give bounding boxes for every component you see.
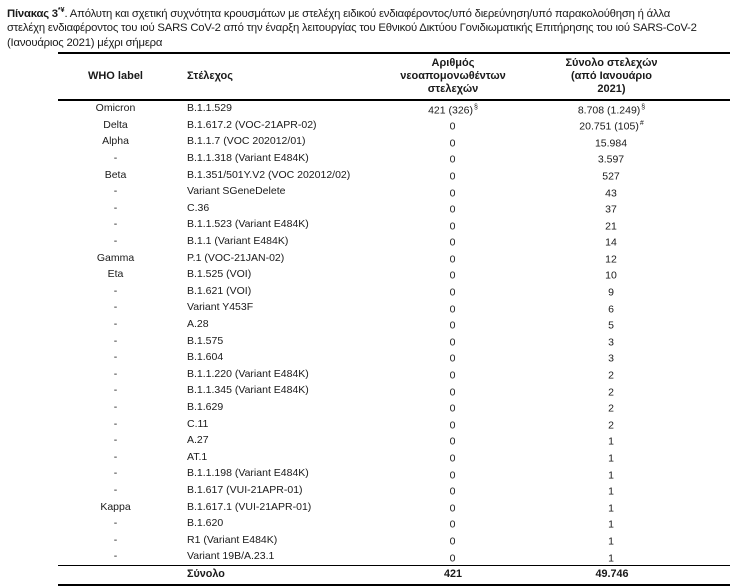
who-label-cell: - — [113, 417, 118, 430]
total-strains-value: 3 — [608, 336, 614, 349]
strain-cell: B.1.1.7 (VOC 202012/01) — [187, 135, 306, 148]
table-row — [58, 515, 730, 532]
strain-cell: B.1.1.523 (Variant E484K) — [187, 218, 309, 231]
total-strains-cell — [533, 150, 730, 167]
total-strains-cell — [533, 250, 730, 267]
table-row — [58, 217, 730, 234]
page-title — [7, 4, 728, 51]
total-strains-cell — [533, 549, 730, 566]
total-strains-cell — [533, 399, 730, 416]
total-strains-cell — [533, 383, 730, 400]
new-isolates-value: 0 — [449, 203, 456, 216]
total-strains-cell — [533, 449, 730, 466]
strain-cell: B.1.1.345 (Variant E484K) — [187, 384, 309, 397]
who-label-cell: - — [113, 367, 118, 380]
who-label-cell: Delta — [103, 118, 128, 131]
strain-cell: B.1.604 — [187, 351, 224, 364]
total-strains-value: 5 — [608, 319, 614, 332]
strain-cell: B.1.621 (VOI) — [187, 284, 252, 297]
table-row — [58, 383, 730, 400]
who-label-cell: - — [113, 201, 118, 214]
total-strains-value: 2 — [608, 402, 614, 415]
strain-cell: B.1.1.198 (Variant E484K) — [187, 467, 309, 480]
total-strains-count: 49.746 — [533, 566, 730, 586]
new-isolates-value: 0 — [449, 518, 456, 531]
total-strains-cell — [533, 283, 730, 300]
new-isolates-value: 0 — [449, 170, 456, 183]
table-row — [58, 549, 730, 566]
new-isolates-cell — [373, 482, 533, 499]
total-strains-value: 2 — [608, 386, 614, 399]
who-label-cell: - — [113, 550, 118, 563]
total-strains-cell — [533, 466, 730, 483]
strain-cell: AT.1 — [187, 450, 208, 463]
who-label-cell: - — [113, 218, 118, 231]
title-line-2: στελέχη ενδιαφέροντος του ιού SARS CoV-2 από την έναρξη λειτουργίας του Εθνικού Δικτύου Γονιδιωματικής Επιτήρησης του ιού SARS-CoV-2 — [7, 22, 697, 35]
new-isolates-value: 0 — [449, 485, 456, 498]
who-label-cell: - — [113, 434, 118, 447]
new-isolates-cell — [373, 117, 533, 134]
who-label-header: WHO label — [58, 53, 173, 100]
total-strains-value: 20.751 (105) — [579, 120, 639, 133]
new-isolates-value: 0 — [449, 153, 456, 166]
table-row — [58, 449, 730, 466]
new-isolates-cell — [373, 200, 533, 217]
new-isolates-value: 0 — [449, 402, 456, 415]
strain-cell: B.1.525 (VOI) — [187, 268, 252, 281]
title-line-1-text: . Απόλυτη και σχετική συχνότητα κρουσμάτων με στελέχη ειδικού ενδιαφέροντος/υπό διερεύνηση/υπό παρακολούθηση ή άλλα — [64, 7, 671, 20]
new-isolates-value: 0 — [449, 452, 456, 465]
total-strains-cell — [533, 515, 730, 532]
new-isolates-value: 0 — [449, 552, 456, 565]
new-isolates-cell — [373, 134, 533, 151]
total-strains-value: 1 — [608, 485, 614, 498]
who-label-cell: - — [113, 284, 118, 297]
title-line-1 — [7, 4, 728, 21]
total-strains-value: 1 — [608, 502, 614, 515]
new-isolates-cell — [373, 150, 533, 167]
who-label-cell: Gamma — [96, 251, 135, 264]
strain-cell: B.1.1.318 (Variant E484K) — [187, 152, 309, 165]
strain-cell: B.1.1.220 (Variant E484K) — [187, 367, 309, 380]
new-isolates-value: 0 — [449, 187, 456, 200]
total-strains-cell — [533, 349, 730, 366]
new-isolates-value: 0 — [449, 469, 456, 482]
total-strains-value: 2 — [608, 419, 614, 432]
new-isolates-value: 0 — [449, 369, 456, 382]
new-isolates-cell — [373, 515, 533, 532]
total-strains-value: 37 — [605, 203, 617, 216]
strain-cell: B.1.1 (Variant E484K) — [187, 235, 289, 248]
table-row — [58, 134, 730, 151]
table-row — [58, 333, 730, 350]
new-isolates-cell — [373, 549, 533, 566]
strain-cell: B.1.351/501Y.V2 (VOC 202012/02) — [187, 168, 351, 181]
total-strains-cell — [533, 432, 730, 449]
strain-cell: B.1.620 — [187, 517, 224, 530]
total-strains-value: 9 — [608, 286, 614, 299]
who-label-cell: - — [113, 384, 118, 397]
total-strains-cell — [533, 217, 730, 234]
new-isolates-value: 0 — [449, 352, 456, 365]
strain-cell: Variant 19B/A.23.1 — [187, 550, 275, 563]
table-row — [58, 482, 730, 499]
title-line-3: (Ιανουάριος 2021) μέχρι σήμερα — [7, 36, 163, 49]
new-isolates-value: 0 — [449, 236, 456, 249]
who-label-cell: - — [113, 235, 118, 248]
new-isolates-cell — [373, 300, 533, 317]
total-strains-value: 10 — [605, 269, 617, 282]
total-strains-value: 3 — [608, 352, 614, 365]
total-strains-value: 527 — [602, 170, 620, 183]
new-isolates-value: 0 — [449, 535, 456, 548]
new-isolates-value: 0 — [449, 286, 456, 299]
new-isolates-value: 421 (326) — [428, 104, 474, 117]
new-isolates-cell — [373, 100, 533, 118]
who-label-cell: - — [113, 152, 118, 165]
strain-cell: A.27 — [187, 434, 209, 447]
total-strains-cell — [533, 316, 730, 333]
total-strains-footnote-marker: § — [641, 103, 646, 111]
strain-cell: P.1 (VOC-21JAN-02) — [187, 251, 285, 264]
who-label-cell: Omicron — [95, 102, 136, 115]
new-isolates-value: 0 — [449, 220, 456, 233]
strain-cell: B.1.1.529 — [187, 102, 232, 115]
new-isolates-cell — [373, 383, 533, 400]
total-strains-cell — [533, 482, 730, 499]
variants-table — [58, 52, 730, 586]
total-strains-value: 1 — [608, 552, 614, 565]
table-row — [58, 250, 730, 267]
new-isolates-cell — [373, 416, 533, 433]
strain-cell: B.1.575 — [187, 334, 224, 347]
title-footnote-marker: *¥ — [57, 7, 65, 14]
new-isolates-header-text: Αριθμός νεοαπομονωθέντων στελεχών — [400, 56, 506, 95]
total-strains-value: 14 — [605, 236, 617, 249]
total-strains-cell — [533, 300, 730, 317]
table-row — [58, 499, 730, 516]
new-isolates-cell — [373, 283, 533, 300]
new-isolates-value: 0 — [449, 336, 456, 349]
total-strains-cell — [533, 499, 730, 516]
report-page — [0, 4, 734, 581]
total-strains-header — [533, 53, 730, 100]
new-isolates-cell — [373, 532, 533, 549]
total-strains-value: 21 — [605, 220, 617, 233]
total-strains-value: 12 — [605, 253, 617, 266]
new-isolates-value: 0 — [449, 303, 456, 316]
new-isolates-value: 0 — [449, 502, 456, 515]
table-row — [58, 117, 730, 134]
new-isolates-cell — [373, 499, 533, 516]
who-label-cell: - — [113, 467, 118, 480]
who-label-cell: Kappa — [100, 500, 131, 513]
new-isolates-cell — [373, 167, 533, 184]
total-strains-value: 43 — [605, 187, 617, 200]
table-row — [58, 200, 730, 217]
who-label-cell: - — [113, 301, 118, 314]
new-isolates-cell — [373, 432, 533, 449]
total-row-empty-cell — [58, 566, 173, 586]
total-strains-value: 2 — [608, 369, 614, 382]
total-strains-cell — [533, 184, 730, 201]
who-label-cell: Eta — [107, 268, 124, 281]
total-strains-value: 1 — [608, 452, 614, 465]
total-strains-cell — [533, 366, 730, 383]
new-isolates-cell — [373, 349, 533, 366]
new-isolates-value: 0 — [449, 435, 456, 448]
total-strains-value: 1 — [608, 518, 614, 531]
table-row — [58, 399, 730, 416]
new-isolates-cell — [373, 366, 533, 383]
new-isolates-value: 0 — [449, 253, 456, 266]
who-label-cell: - — [113, 517, 118, 530]
total-label: Σύνολο — [173, 566, 373, 586]
table-row — [58, 300, 730, 317]
new-isolates-value: 0 — [449, 269, 456, 282]
strain-cell: R1 (Variant E484K) — [187, 533, 278, 546]
new-isolates-cell — [373, 217, 533, 234]
strain-cell: B.1.617 (VUI-21APR-01) — [187, 483, 303, 496]
title-table-number: Πίνακας 3 — [7, 7, 58, 20]
total-strains-cell — [533, 134, 730, 151]
total-strains-cell — [533, 532, 730, 549]
new-isolates-cell — [373, 250, 533, 267]
strain-cell: Variant Y453F — [187, 301, 254, 314]
new-isolates-cell — [373, 233, 533, 250]
total-row — [58, 566, 730, 586]
table-row — [58, 167, 730, 184]
strain-cell: C.36 — [187, 201, 210, 214]
total-strains-cell — [533, 233, 730, 250]
table-container — [58, 52, 730, 586]
who-label-cell: - — [113, 533, 118, 546]
table-row — [58, 416, 730, 433]
strain-header: Στέλεχος — [173, 53, 373, 100]
table-row — [58, 283, 730, 300]
table-body — [58, 100, 730, 566]
total-strains-value: 1 — [608, 535, 614, 548]
new-isolates-value: 0 — [449, 137, 456, 150]
total-strains-cell — [533, 167, 730, 184]
strain-cell: A.28 — [187, 318, 209, 331]
who-label-cell: - — [113, 351, 118, 364]
new-isolates-cell — [373, 449, 533, 466]
table-row — [58, 184, 730, 201]
table-row — [58, 100, 730, 118]
total-strains-header-text: Σύνολο στελεχών (από Ιανουάριο 2021) — [565, 56, 658, 95]
table-row — [58, 532, 730, 549]
who-label-cell: - — [113, 185, 118, 198]
who-label-cell: Alpha — [102, 135, 129, 148]
table-row — [58, 233, 730, 250]
total-strains-cell — [533, 333, 730, 350]
new-isolates-value: 0 — [449, 319, 456, 332]
new-isolates-footnote-marker: § — [474, 103, 478, 111]
table-row — [58, 366, 730, 383]
strain-cell: Variant SGeneDelete — [187, 185, 286, 198]
who-label-cell: - — [113, 318, 118, 331]
table-row — [58, 266, 730, 283]
total-new-isolates: 421 — [373, 566, 533, 586]
table-row — [58, 349, 730, 366]
new-isolates-cell — [373, 316, 533, 333]
total-strains-value: 6 — [608, 303, 614, 316]
total-strains-cell — [533, 416, 730, 433]
new-isolates-cell — [373, 266, 533, 283]
new-isolates-value: 0 — [449, 419, 456, 432]
strain-cell: C.11 — [187, 417, 209, 430]
new-isolates-value: 0 — [449, 386, 456, 399]
who-label-cell: - — [113, 483, 118, 496]
total-strains-cell — [533, 200, 730, 217]
new-isolates-cell — [373, 333, 533, 350]
strain-cell: B.1.617.1 (VUI-21APR-01) — [187, 500, 312, 513]
who-label-cell: Beta — [104, 168, 127, 181]
total-strains-cell — [533, 266, 730, 283]
table-row — [58, 150, 730, 167]
total-strains-value: 3.597 — [597, 153, 625, 166]
strain-cell: B.1.629 — [187, 400, 224, 413]
who-label-cell: - — [113, 334, 118, 347]
total-strains-cell — [533, 100, 730, 118]
new-isolates-header — [373, 53, 533, 100]
table-row — [58, 432, 730, 449]
new-isolates-cell — [373, 184, 533, 201]
table-row — [58, 466, 730, 483]
total-strains-cell — [533, 117, 730, 134]
new-isolates-value: 0 — [449, 120, 456, 133]
table-row — [58, 316, 730, 333]
total-strains-footnote-marker: # — [639, 120, 644, 128]
total-strains-value: 1 — [608, 435, 614, 448]
total-strains-value: 8.708 (1.249) — [577, 104, 641, 117]
strain-cell: B.1.617.2 (VOC-21APR-02) — [187, 118, 317, 131]
total-strains-value: 1 — [608, 469, 614, 482]
table-header-row — [58, 53, 730, 100]
new-isolates-cell — [373, 399, 533, 416]
who-label-cell: - — [113, 450, 118, 463]
new-isolates-cell — [373, 466, 533, 483]
total-strains-value: 15.984 — [594, 137, 628, 150]
who-label-cell: - — [113, 400, 118, 413]
